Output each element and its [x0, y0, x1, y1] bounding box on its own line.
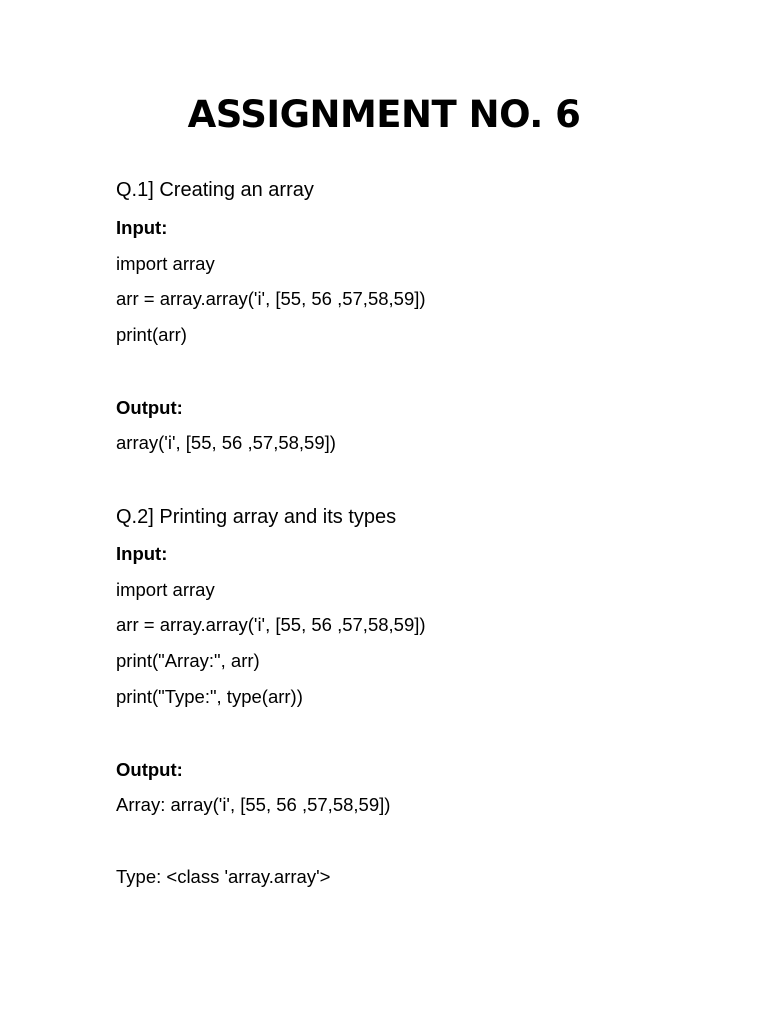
q1-code-line-1: import array [116, 253, 215, 274]
page-title: ASSIGNMENT NO. 6 [187, 93, 581, 136]
q2-code-line-2: arr = array.array('i', [55, 56 ,57,58,59]) [116, 614, 426, 635]
q1-code-line-3: print(arr) [116, 324, 187, 345]
q1-code-line-2: arr = array.array('i', [55, 56 ,57,58,59]) [116, 288, 426, 309]
q2-output-line-1: Array: array('i', [55, 56 ,57,58,59]) [116, 794, 391, 815]
q1-heading: Q.1] Creating an array [116, 179, 314, 201]
q2-heading: Q.2] Printing array and its types [116, 506, 397, 528]
q2-code-line-1: import array [116, 579, 215, 600]
q1-output-line-1: array('i', [55, 56 ,57,58,59]) [116, 432, 336, 453]
q1-output-label: Output: [116, 397, 183, 418]
q2-code-line-4: print("Type:", type(arr)) [116, 686, 303, 707]
q1-input-label: Input: [116, 217, 168, 238]
q2-input-label: Input: [116, 543, 168, 564]
q2-code-line-3: print("Array:", arr) [116, 650, 260, 671]
q2-output-label: Output: [116, 759, 183, 780]
q2-output-line-2: Type: <class 'array.array'> [116, 866, 331, 887]
